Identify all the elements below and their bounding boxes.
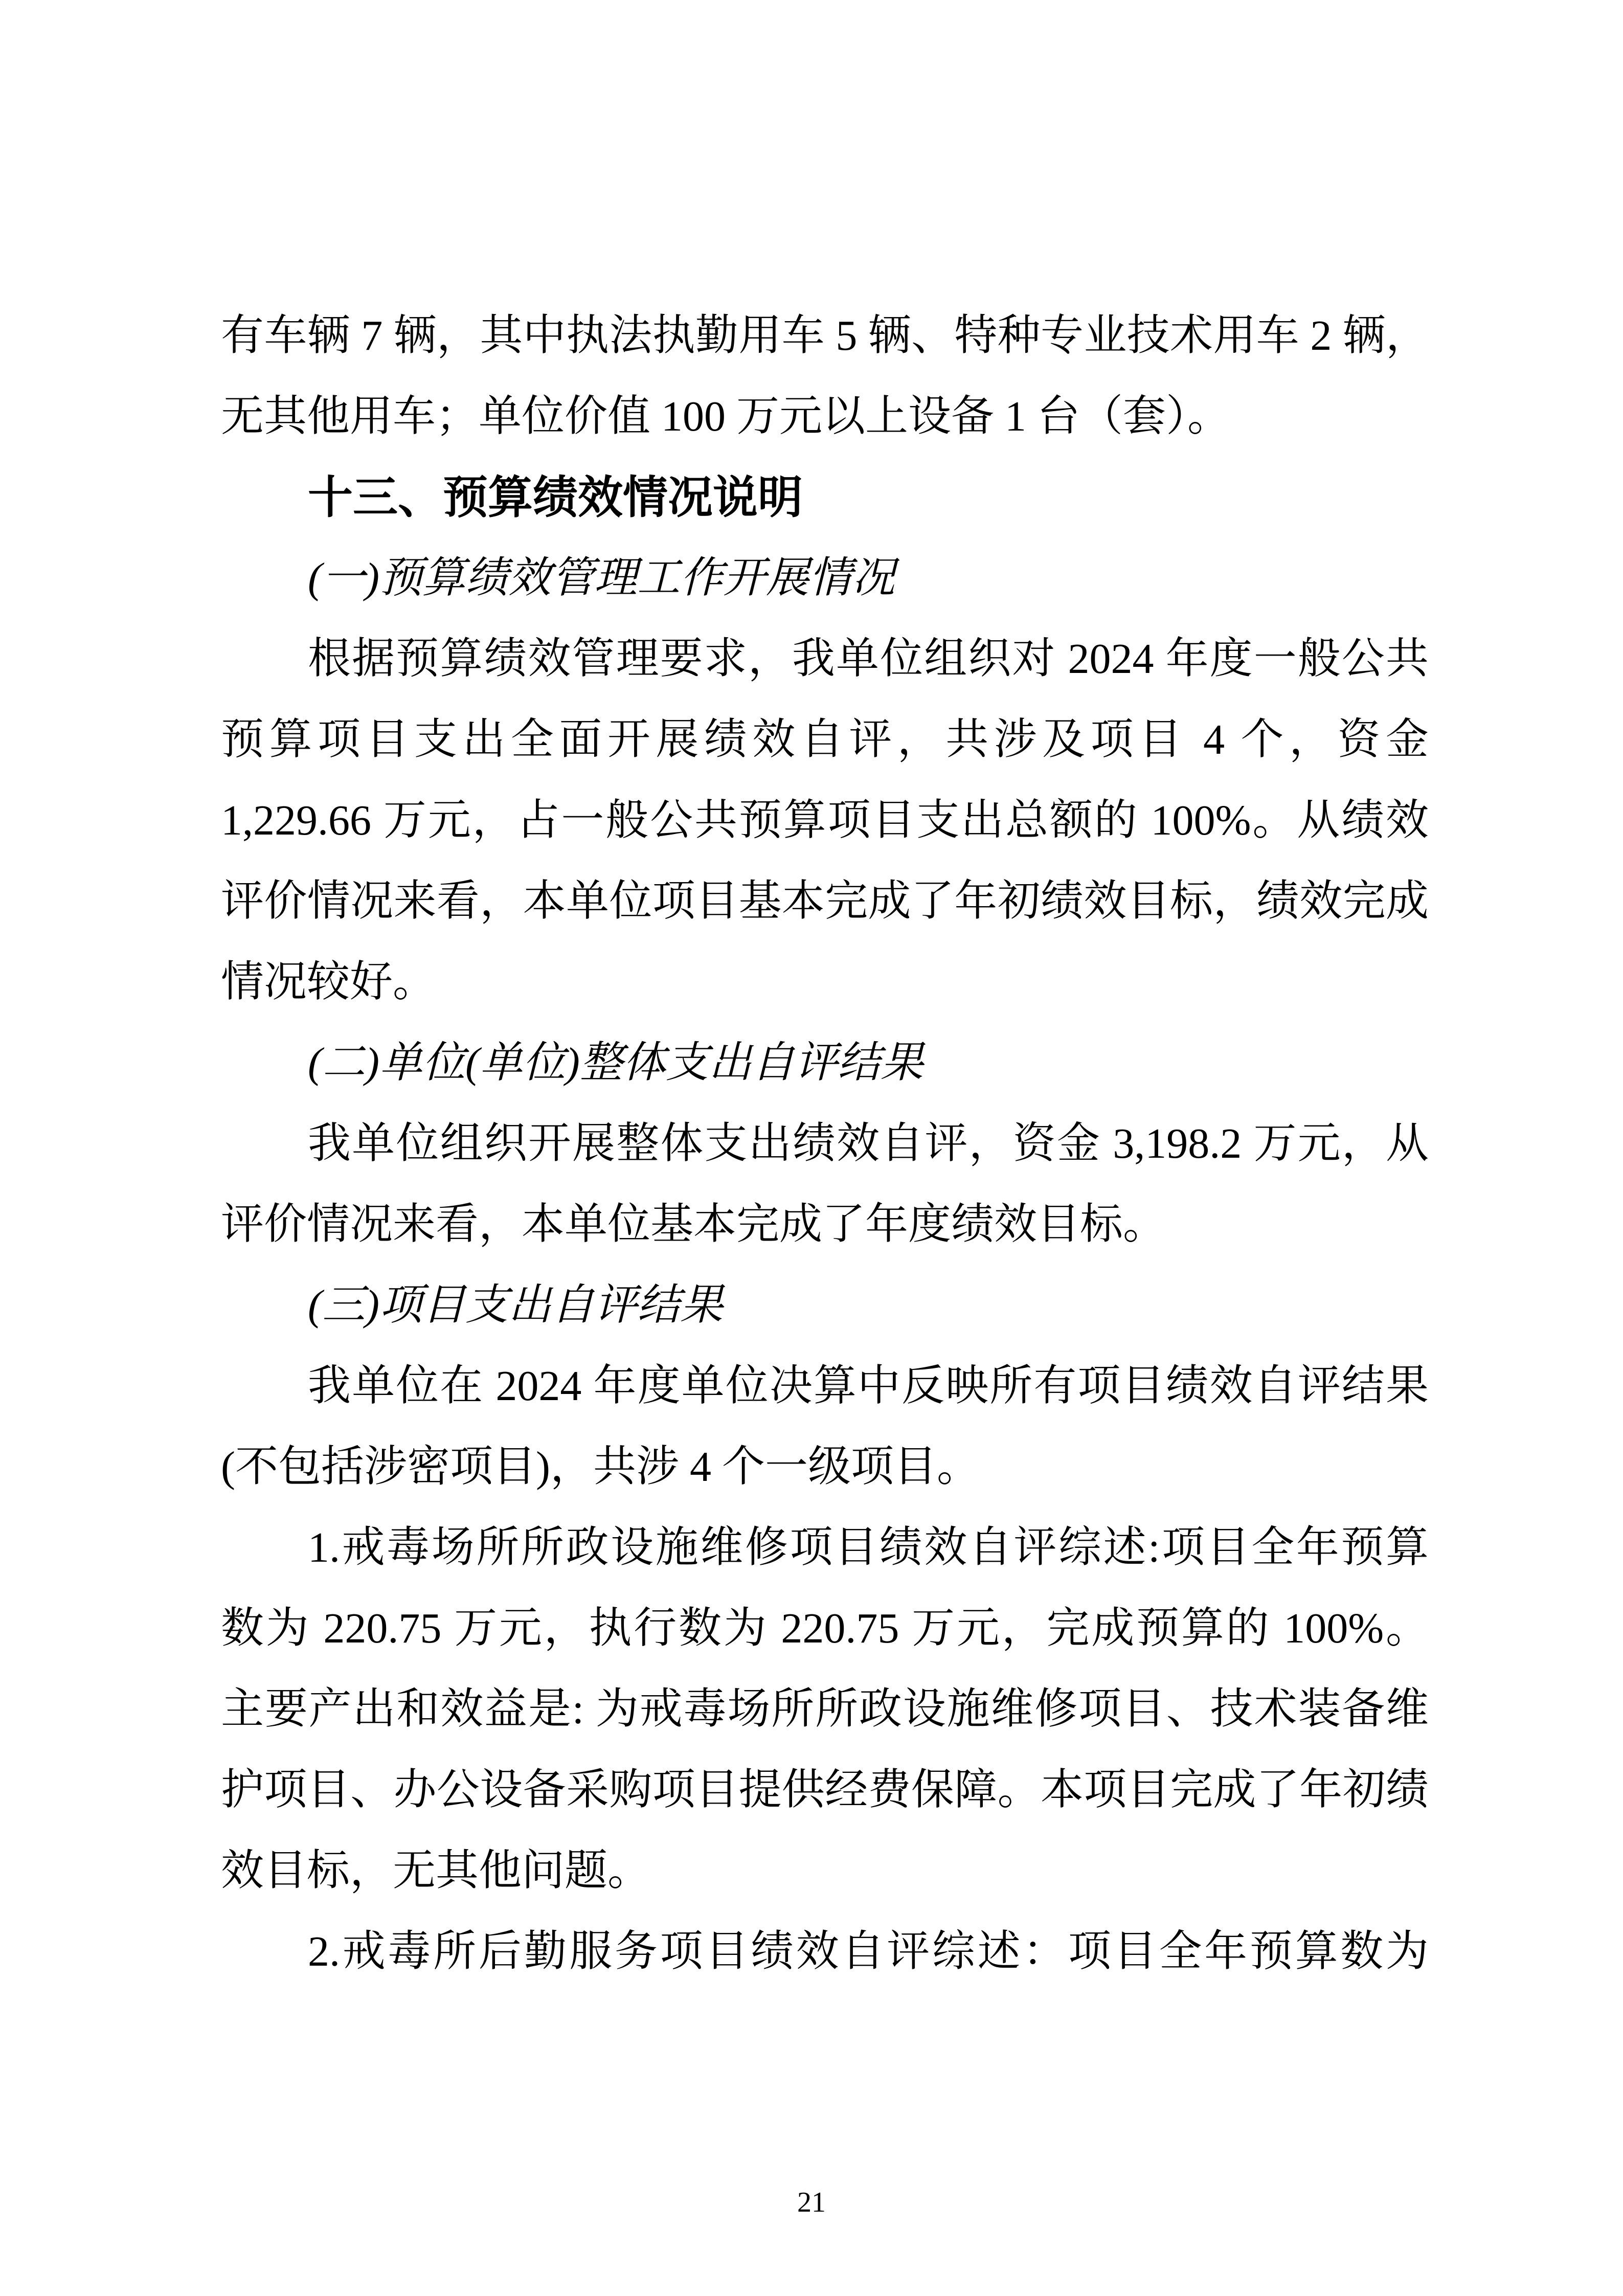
text-line: 1.戒毒场所所政设施维修项目绩效自评综述:项目全年预算 <box>308 1524 1429 1571</box>
text-line: 预算项目支出全面开展绩效自评，共涉及项目 4 个，资金 <box>221 716 1429 763</box>
text-line: 我单位组织开展整体支出绩效自评，资金 3,198.2 万元，从 <box>308 1120 1429 1167</box>
text-line: 评价情况来看，本单位项目基本完成了年初绩效目标，绩效完成 <box>221 877 1429 925</box>
text-line: 2.戒毒所后勤服务项目绩效自评综述：项目全年预算数为 <box>308 1928 1429 1975</box>
text-line: 无其他用车；单位价值 100 万元以上设备 1 台（套）。 <box>221 393 1231 440</box>
text-line: 我单位在 2024 年度单位决算中反映所有项目绩效自评结果 <box>308 1362 1429 1410</box>
text-line: 1,229.66 万元，占一般公共预算项目支出总额的 100%。从绩效 <box>221 797 1429 844</box>
subsection-heading: (二)单位(单位)整体支出自评结果 <box>308 1039 923 1087</box>
text-line: 护项目、办公设备采购项目提供经费保障。本项目完成了年初绩 <box>221 1766 1429 1814</box>
text-line: 有车辆 7 辆，其中执法执勤用车 5 辆、特种专业技术用车 2 辆， <box>221 312 1429 359</box>
page-number: 21 <box>797 2187 826 2218</box>
text-line: 根据预算绩效管理要求，我单位组织对 2024 年度一般公共 <box>308 635 1429 683</box>
section-heading: 十三、预算绩效情况说明 <box>308 472 803 523</box>
page-footer <box>0 2179 1623 2225</box>
text-line: 主要产出和效益是: 为戒毒场所所政设施维修项目、技术装备维 <box>221 1685 1429 1733</box>
text-line: 评价情况来看，本单位基本完成了年度绩效目标。 <box>221 1201 1166 1248</box>
text-line: 效目标，无其他问题。 <box>221 1847 651 1895</box>
text-line: 情况较好。 <box>221 958 436 1006</box>
subsection-heading: (三)项目支出自评结果 <box>308 1281 723 1329</box>
document-body <box>221 296 1429 1992</box>
text-line: (不包括涉密项目)，共涉 4 个一级项目。 <box>221 1443 980 1491</box>
subsection-heading: (一)预算绩效管理工作开展情况 <box>308 554 895 602</box>
text-line: 数为 220.75 万元，执行数为 220.75 万元，完成预算的 100%。 <box>221 1605 1429 1652</box>
